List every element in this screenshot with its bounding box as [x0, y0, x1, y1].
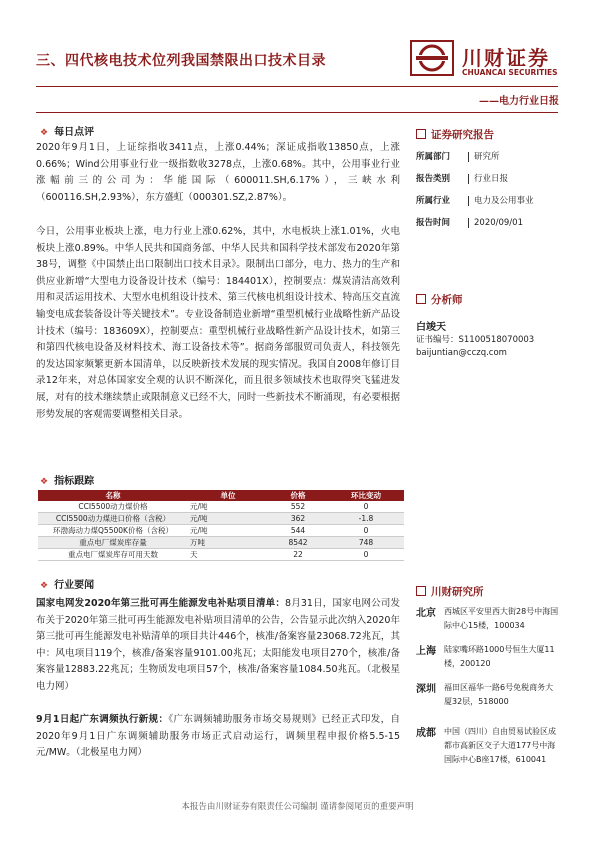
cell-unit: 万吨	[188, 537, 268, 549]
diamond-bullet-icon: ❖	[40, 128, 49, 138]
table-row	[38, 537, 404, 549]
cell-unit: 元/吨	[188, 525, 268, 537]
info-row-category	[416, 172, 508, 184]
analyst-name: 白竣天	[416, 322, 446, 333]
section-heading-indicators	[40, 472, 94, 487]
info-key: 报告类别	[416, 174, 451, 184]
header-rule	[36, 86, 558, 87]
info-value: 行业日报	[468, 174, 508, 184]
company-logo	[410, 40, 558, 84]
news-body: 《广东调频辅助服务市场交易规则》已经正式印发，自2020年9月1日广东调频辅助服务市场正式启动运行，调频里程申报价格5.5-15元/MW。（北极星电力网）	[36, 714, 400, 759]
address-beijing: 西城区平安里西大街28号中海国际中心15楼，100034	[444, 607, 559, 630]
page-title: 三、四代核电技术位列我国禁限出口技术目录	[36, 53, 326, 69]
daily-review-paragraph-1: 2020年9月1日，上证综指收3411点，上涨0.44%；深证成指收13850点，上涨0.66%；Wind公用事业行业一级指数收3278点，上涨0.68%。其中，公用事业行业涨幅前三的公司为：华能国际（600011.SH,6.17%），三峡水利（600116.SH,2.93%），东方盛虹（000301.SZ,2.87%）。	[36, 142, 400, 203]
address-shanghai: 陆家嘴环路1000号恒生大厦11楼，200120	[444, 645, 555, 668]
logo-text-en: CHUANCAI SECURITIES	[462, 68, 558, 77]
cell-price: 22	[268, 549, 328, 561]
cell-name: CCI5500动力煤进口价格（含税）	[38, 513, 188, 525]
info-key: 所属行业	[416, 196, 451, 206]
info-value: 2020/09/01	[468, 218, 523, 228]
info-key: 报告时间	[416, 218, 451, 228]
table-row	[38, 525, 404, 537]
news-headline: 9月1日起广东调频执行新规：	[36, 714, 169, 725]
table-row	[38, 501, 404, 513]
report-series: ——电力行业日报	[479, 96, 559, 107]
cell-price: 552	[268, 501, 328, 513]
news-item-2	[36, 712, 400, 762]
table-row	[38, 513, 404, 525]
diamond-bullet-icon: ❖	[40, 477, 49, 487]
analyst-cert: 证书编号：S1100518070003	[416, 335, 535, 345]
square-bullet-icon	[416, 294, 426, 304]
table-header-row	[38, 490, 404, 501]
cell-unit: 元/吨	[188, 513, 268, 525]
section-heading-daily	[40, 123, 94, 138]
info-row-industry	[416, 194, 534, 206]
news-headline: 国家电网发2020年第三批可再生能源发电补贴项目清单：	[36, 598, 285, 609]
analyst-heading	[416, 292, 463, 307]
cell-change: 0	[328, 549, 404, 561]
info-value: 电力及公用事业	[468, 196, 534, 206]
city-shenzhen: 深圳	[416, 684, 436, 695]
cell-price: 362	[268, 513, 328, 525]
analyst-email[interactable]: baijuntian@cczq.com	[416, 348, 507, 358]
cell-name: 重点电厂煤炭库存量	[38, 537, 188, 549]
daily-review-paragraph-2: 今日，公用事业板块上涨，电力行业上涨0.62%，其中，水电板块上涨1.01%，火电板块上涨0.89%。中华人民共和国商务部、中华人民共和国科学技术部发布2020年第38号，调整《中国禁止出口限制出口技术目录》。限制出口部分，电力、热力的生产和供应业新增“大型电力设备设计技术（编号：184401X），控制要点：煤炭清洁高效利用和灵活运用技术、大型水电机组设计技术、第三代核电机组设计技术、特高压交直流输变电成套装备设计等关键技术”。专业设备制造业新增“重型机械行业战略性新产品设计技术（编号：183609X），控制要点：重型机械行业战略性新产品设计技术，如第三和第四代核电设备及材料技术、海工设备技术等”。据商务部服贸司负责人，科技领先的发达国家频繁更新本国清单，以反映新技术发展的现实情况。我国自2008年修订目录12年来，对总体国家安全观的认识不断深化，而且很多领域技术也取得突飞猛进发展，对有的技术继续禁止或限制意义已经不大，同时一些新技术不断涌现，有必要根据形势发展的客观需要调整相关目录。	[36, 226, 400, 420]
logo-emblem-icon	[410, 40, 454, 76]
city-shanghai: 上海	[416, 646, 436, 657]
square-bullet-icon	[416, 129, 426, 139]
info-value: 研究所	[468, 152, 500, 162]
news-body: 8月31日，国家电网公司发布关于2020年第三批可再生能源发电补贴项目清单的公告，公告显示此次纳入2020年第三批可再生能源发电补贴清单的项目共计446个，核准/备案容量23068.72兆瓦，其中：风电项目119个，核准/备案容量9101.00兆瓦；太阳能发电项目270个，核准/备案容量12883.22兆瓦；生物质发电项目57个，核准/备案容量1084.50兆瓦。（北极星电力网）	[36, 598, 400, 692]
cell-unit: 天	[188, 549, 268, 561]
address-shenzhen: 福田区福华一路6号免税商务大厦32层，518000	[444, 683, 554, 706]
info-key: 所属部门	[416, 152, 451, 162]
analyst-heading-text: 分析师	[431, 294, 463, 306]
address-chengdu: 中国（四川）自由贸易试验区成都市高新区交子大道177号中海国际中心B座17楼，610041	[444, 727, 556, 764]
logo-text-cn: 川财证券	[462, 46, 550, 70]
institute-heading-text: 川财研究所	[431, 586, 484, 598]
table-row	[38, 549, 404, 561]
news-item-1	[36, 596, 400, 696]
col-header-name: 名称	[38, 490, 188, 501]
col-header-change: 环比变动	[328, 490, 404, 501]
diamond-bullet-icon: ❖	[40, 581, 49, 591]
cell-name: 重点电厂煤炭库存可用天数	[38, 549, 188, 561]
info-row-date	[416, 216, 523, 228]
page-footer: 本报告由川财证券有限责任公司编制 谨请参阅尾页的重要声明	[181, 802, 414, 812]
indicator-table	[38, 490, 404, 561]
section-heading-news	[40, 576, 94, 591]
institute-heading	[416, 584, 484, 599]
cell-name: CCI5500动力煤价格	[38, 501, 188, 513]
cell-change: 0	[328, 501, 404, 513]
cell-unit: 元/吨	[188, 501, 268, 513]
section-heading-text: 每日点评	[54, 127, 95, 138]
section-heading-text: 指标跟踪	[54, 476, 95, 487]
report-info-heading	[416, 127, 494, 142]
col-header-unit: 单位	[188, 490, 268, 501]
cell-price: 544	[268, 525, 328, 537]
info-row-department	[416, 150, 500, 162]
city-beijing: 北京	[416, 608, 436, 619]
col-header-price: 价格	[268, 490, 328, 501]
square-bullet-icon	[416, 586, 426, 596]
cell-change: -1.8	[328, 513, 404, 525]
city-chengdu: 成都	[416, 728, 436, 739]
cell-change: 0	[328, 525, 404, 537]
cell-change: 748	[328, 537, 404, 549]
cell-name: 环渤海动力煤Q5500K价格（含税）	[38, 525, 188, 537]
report-info-heading-text: 证券研究报告	[431, 129, 494, 141]
cell-price: 8542	[268, 537, 328, 549]
section-heading-text: 行业要闻	[54, 580, 95, 591]
header-rule-2	[36, 112, 558, 113]
